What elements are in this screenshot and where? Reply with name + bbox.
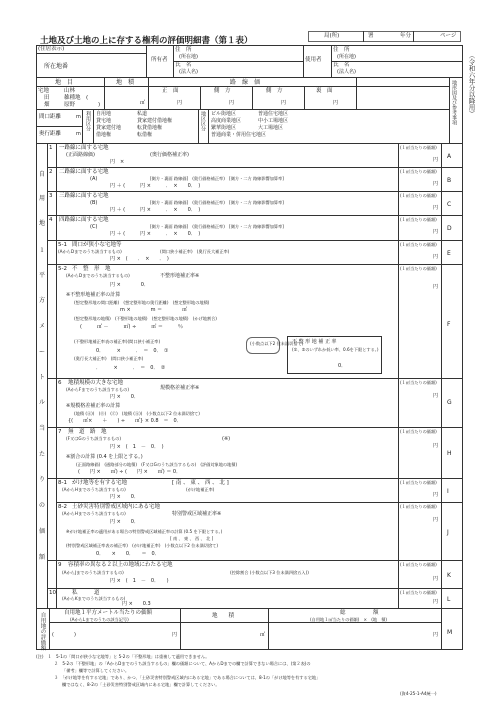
sokuho1-unit: 円: [229, 100, 235, 106]
rosenka-head: 路 線 価: [230, 79, 261, 86]
row51-mid: (間口狭小補正率) (奥行長大補正率): [160, 249, 230, 254]
okuyuki-unit: m: [76, 131, 81, 137]
side-ichi: １: [39, 247, 46, 254]
use-kashitakuchi: 貸宅地: [96, 118, 112, 124]
row51-title: 間口が狭小な宅地等: [72, 242, 122, 248]
okuyuki-label: 奥行距離: [39, 131, 62, 137]
row51-unit: (１㎡当たりの価額): [400, 242, 437, 247]
row82-calc: 円 × 0．: [110, 519, 139, 525]
kind-genya: 原野: [64, 102, 76, 108]
kind-zasshuchi: 雑種地: [64, 95, 81, 101]
row4-unit: (１㎡当たりの価額): [400, 217, 437, 222]
sokuho2-head: 側 方: [266, 88, 283, 94]
side-ka: 価: [39, 528, 46, 535]
row2-letter: B: [447, 177, 452, 184]
row10-calc: 円 × 0.3: [122, 601, 151, 607]
row51-yen: 円: [433, 254, 439, 260]
row9-title: 容積率の異なる２以上の地域にわたる宅地: [68, 562, 173, 568]
row81-letter: I: [447, 488, 449, 495]
row52-c5: (不整形地補正率表の補正率)(間口狭小補正率): [74, 339, 161, 344]
user-label: 使用者: [305, 57, 322, 63]
kind-sanrin: 山林: [64, 88, 76, 94]
row7-title: 無 道 路 地: [68, 429, 107, 435]
row81-yen: 円: [433, 492, 439, 498]
kind-paren-close: ): [98, 102, 101, 108]
row3-yen: 円: [433, 205, 439, 211]
row6-unit: (１㎡当たりの価額): [400, 380, 437, 385]
row52-unit: (１㎡当たりの価額): [400, 266, 437, 271]
row1-yen: 円: [433, 157, 439, 163]
use-label: 利用区分: [85, 111, 91, 131]
row52-no: 5-2: [58, 266, 67, 272]
row3-unit: (１㎡当たりの価額): [400, 193, 437, 198]
row3-letter: C: [447, 201, 452, 208]
row4-mid: [側方・裏面 路線価] (奥行価格補正率) [側方・二方 路線影響加算率]: [150, 224, 284, 229]
row9-unit: (１㎡当たりの価額): [400, 562, 437, 567]
side-ho: 方: [39, 297, 46, 304]
row52-letter: F: [447, 321, 451, 328]
row52-sub: (AからDまでのうち該当するもの): [66, 273, 130, 278]
eval-h1: 自用地１平方メートル当たりの価額: [64, 610, 153, 616]
use-shakuchiken: 借地権: [96, 132, 112, 138]
row7-no: 7: [58, 429, 62, 435]
eval-h3s: (自用地１㎡当たりの価額) × (地 積): [310, 617, 388, 622]
row81-no: 8-1: [58, 480, 67, 486]
row51-sub: (AからDまでのうち該当するもの): [58, 249, 122, 254]
row6-c1: (地積 (Ⓐ)) (Ⓑ) (Ⓒ) (地積 (Ⓐ)) (小数点以下2 位未満切捨て): [74, 411, 200, 416]
row4-yen: 円: [433, 229, 439, 235]
form-title: 土地及び土地の上に存する権利の評価明細書（第１表）: [40, 36, 253, 46]
user-address: 住 所: [333, 47, 350, 53]
owner-label: 所有者: [151, 57, 168, 63]
sokuho2-unit: 円: [281, 100, 287, 106]
side-no: の: [39, 502, 46, 509]
row52-c8: ． × ． ＝ 0． ②: [96, 365, 166, 371]
user-name-sub: (法人名): [337, 69, 356, 75]
row3-mid: [側方・裏面 路線価] (奥行価格補正率) [側方・二方 路線影響加算率]: [150, 200, 284, 205]
row52-title: 不 整 形 地: [72, 266, 111, 272]
side-ichi2: ー: [39, 349, 46, 356]
chiseki-head: 地 積: [116, 79, 135, 86]
office-label: 署: [368, 33, 374, 39]
row52-c3: (想定整形地の地積) (不整形地の地積) (想定整形地の地積) (かげ地割合): [74, 316, 217, 321]
row82-unit: (１㎡当たりの価額): [400, 504, 437, 509]
use-tenshaku: 転借権: [137, 132, 153, 138]
row6-calc: 円 × 0．: [110, 394, 139, 400]
row1-mid: (奥行価格補正率): [150, 152, 189, 158]
row52-c4: ( ㎡ － ㎡) ÷ ㎡ ＝ ％: [80, 324, 183, 330]
row7-letter: H: [447, 450, 452, 457]
row82-calc-title: ※がけ地補正率の適用がある場合の特別警戒区域補正率の計算 (0.5 を下限とする。): [66, 529, 223, 534]
sokuho1-head: 側 方: [214, 88, 231, 94]
eval-sqm: ㎡: [260, 632, 266, 638]
row52-box-val: 0．: [338, 363, 347, 369]
side-ta: た: [39, 451, 46, 458]
eval-yen2: 円: [433, 632, 439, 638]
row3-sub: (B): [90, 200, 98, 206]
row82-yen: 円: [433, 517, 439, 523]
row52-rate: 不整形地補正率※: [160, 273, 200, 279]
row9-calc: 円 × ( 1 － 0． ): [110, 578, 169, 584]
row1-no: 1: [49, 145, 53, 151]
row52-calc-title: ※不整形地補正率の計算: [66, 292, 121, 298]
row52-c1: (想定整形地の間口距離) (想定整形地の奥行距離) (想定整形地の地積): [74, 300, 210, 305]
area-bldg: ビル街地区: [211, 111, 237, 117]
use-shido: 私道: [137, 111, 148, 117]
note-3b: 欄ではなく、8-2の「土砂災害特別警戒区域内にある宅地」欄で計算してください。: [62, 682, 220, 687]
use-jiyochi: 自用地: [96, 111, 112, 117]
row3-title: 三路線に面する宅地: [59, 193, 109, 199]
row81-unit: (１㎡当たりの価額): [400, 480, 437, 485]
row6-sub: (AからFまでのうち該当するもの): [66, 387, 129, 392]
user-name: 氏 名: [333, 62, 350, 68]
row9-yen: 円: [433, 576, 439, 582]
row3-no: 3: [49, 193, 53, 199]
row1-letter: A: [447, 153, 452, 160]
owner-name-sub: (法人名): [179, 69, 198, 75]
row10-sub: (AからKまでのうち該当するもの): [62, 596, 126, 601]
row81-calc: 円 × 0．: [110, 494, 139, 500]
side-hei: 平: [39, 272, 46, 279]
row2-yen: 円: [433, 181, 439, 187]
eval-letter: M: [447, 629, 453, 636]
row52-c2: m × m ＝ ㎡: [120, 307, 188, 313]
row10-yen: 円: [433, 599, 439, 605]
side-ata: 当: [39, 425, 46, 432]
row4-title: 四路線に面する宅地: [59, 217, 109, 223]
side-ji: 自: [39, 171, 46, 178]
row6-letter: G: [447, 399, 452, 406]
side-chi: 地: [39, 220, 46, 227]
kind-ta: 田: [44, 95, 50, 101]
row7-rate: (※): [222, 436, 231, 442]
side-me: メ: [39, 323, 46, 330]
urakomen-unit: 円: [333, 100, 339, 106]
row4-calc: 円 ＋ ( 円 × ． × 0． ): [110, 231, 201, 237]
row82-rate: 特別警戒区域補正率※: [172, 511, 222, 517]
row1-calc: 円 ×: [110, 159, 125, 165]
row51-calc: 円 × ( ． × ． ): [110, 256, 169, 262]
use-kashiya-shakuchi: 貸家建付借地権: [137, 118, 173, 124]
bureau-label: 局(所): [324, 33, 340, 39]
row7-calc-title: ※割合の計算 (0.4 を上限とする。): [66, 454, 143, 460]
kind-paren-open: (: [86, 95, 89, 101]
row81-title: がけ地等を有する宅地: [72, 480, 128, 486]
row10-title: 私 道: [72, 590, 100, 596]
row1-unit: (１㎡当たりの価額): [400, 145, 437, 150]
row10-no: 10: [49, 590, 56, 596]
row9-letter: K: [447, 572, 451, 579]
row10-letter: L: [447, 596, 451, 603]
row82-letter: J: [447, 529, 449, 536]
row52-box-sub: (①、②のいずれか低い率、0.6を下限とする。): [292, 347, 379, 352]
eval-paren: ( ): [52, 632, 76, 638]
urakomen-head: 裏 面: [316, 88, 333, 94]
row7-unit: (１㎡当たりの価額): [400, 429, 437, 434]
row6-c2: {( ㎡× ＋ ) ÷ ㎡} × 0.8 ＝ 0．: [68, 418, 182, 424]
row9-rate: (控除割合 (小数点以下3 位未満四捨五入)): [230, 570, 309, 575]
chimoku-head: 地 目: [55, 79, 74, 86]
side-to: ト: [39, 374, 46, 381]
owner-name: 氏 名: [175, 62, 192, 68]
row52-c6: 0． × ． ＝ 0． ①: [96, 348, 169, 354]
location-label: 所在地番: [44, 63, 69, 70]
address-label: (住居表示): [38, 46, 65, 52]
row52-note1: (小数点以下2 位未満切捨て): [250, 341, 304, 346]
row3-calc: 円 ＋ ( 円 × ． × 0． ): [110, 207, 201, 213]
shomen-head: 正 面: [162, 88, 179, 94]
row52-calc: 円 × 0．: [110, 282, 149, 288]
form-number: (資4-25-1-A4統一): [400, 691, 437, 696]
row82-sub: (AからHまでのうち該当するもの): [62, 511, 126, 516]
row2-title: 二路線に面する宅地: [59, 169, 109, 175]
note-2b: 「備考」欄等で計算してください。: [62, 668, 130, 673]
row82-dir: [ 南 、 東 、 西 、 北 ]: [170, 536, 214, 541]
row6-rate: 規模格差補正率※: [160, 385, 200, 391]
side-ru: ル: [39, 399, 46, 406]
row2-mid: [側方・裏面 路線価] (奥行価格補正率) [側方・二方 路線影響加算率]: [150, 176, 284, 181]
row82-c2: 0． × 0． ＝ 0．: [96, 551, 160, 557]
page-label: ページ: [440, 33, 457, 39]
row81-rate: (がけ地補正率): [186, 487, 215, 492]
maguchi-unit: m: [76, 114, 81, 120]
kind-hata: 畑: [44, 102, 50, 108]
owner-address: 住 所: [175, 47, 192, 53]
use-kashiya: 貸家建付地: [96, 125, 122, 131]
row52-box-title: 不 整 形 地 補 正 率: [292, 339, 337, 345]
row9-sub: (AからJまでのうち該当するもの): [62, 570, 124, 575]
row6-calc-title: ※規模格差補正率の計算: [66, 403, 121, 409]
year-label: 年分: [400, 33, 412, 39]
row7-calc: 円 × ( 1 － 0． ): [110, 444, 164, 450]
row2-unit: (１㎡当たりの価額): [400, 169, 437, 174]
area-koudo: 高度商業地区: [211, 118, 242, 124]
row1-sub: (正面路線価): [66, 152, 95, 158]
row6-yen: 円: [433, 393, 439, 399]
eval-h1s: (AからLまでのうちの該当記号): [70, 617, 129, 622]
area-futsujutaku: 普通住宅地区: [258, 111, 289, 117]
eval-label: 自用地の評価額: [39, 612, 46, 651]
row82-no: 8-2: [58, 504, 67, 510]
area-hanka: 繁華街地区: [211, 125, 237, 131]
row2-calc: 円 ＋ ( 円 × ． × 0． ): [110, 183, 201, 189]
shomen-unit: 円: [177, 100, 183, 106]
maguchi-label: 間口距離: [39, 114, 62, 120]
row51-no: 5-1: [58, 242, 67, 248]
row9-no: 9: [58, 562, 62, 568]
row6-title: 地積規模の大きな宅地: [68, 380, 124, 386]
side-gaku: 額: [39, 554, 46, 561]
row52-yen: 円: [433, 284, 439, 290]
eval-yen1: 円: [172, 632, 178, 638]
row7-c1: (正面路線価) (通路部分の地積) (F又はGのうち該当するもの) (評価対象地の地積): [76, 462, 238, 467]
user-address-sub: (所在地): [337, 54, 356, 60]
row81-sub: (AからHまでのうち該当するもの): [62, 487, 126, 492]
area-futsushogyo: 普通商業・併用住宅地区: [211, 132, 267, 138]
row10-unit: (１㎡当たりの価額): [400, 590, 437, 595]
eval-h2: 地 積: [212, 613, 235, 619]
note-2: ２ 5-2の「不整形地」の「AからDまでのうち該当するもの」欄の価額について、AからDまでの欄で計算できない場合には、(第２表)の: [54, 661, 311, 666]
side-yo: 用: [39, 195, 46, 202]
row6-no: 6: [58, 380, 62, 386]
row7-c2: ( 円 × ㎡) ÷ ( 円 × ㎡) ＝ 0．: [78, 469, 182, 475]
kind-takuchi: 宅地: [38, 88, 50, 94]
row81-dir: [ 南 、 東 、 西 、 北 ]: [172, 480, 229, 486]
row7-yen: 円: [433, 443, 439, 449]
row7-sub: (F又はGのうち該当するもの): [66, 436, 121, 441]
row4-sub: (C): [90, 224, 98, 230]
area-chusho: 中小工場地区: [258, 118, 289, 124]
note-1: (注) １ 5-1の「間口が狭小な宅地等」と 5-2の「不整形地」は重複して適用できません。: [36, 654, 210, 659]
use-tentai: 転貸借地権: [137, 125, 163, 131]
row82-c1: (特別警戒区域補正率表の補正率) (がけ地補正率) (小数点以下2 位未満切捨て): [66, 543, 218, 548]
owner-address-sub: (所在地): [179, 54, 198, 60]
row2-sub: (A): [90, 176, 98, 182]
chiseki-unit: ㎡: [140, 100, 146, 106]
note-3: ３ 「がけ地等を有する宅地」であり、かつ、「土砂災害特別警戒区域内にある宅地」である場合については、8-1の「がけ地等を有する宅地」: [54, 675, 321, 680]
side-ri: り: [39, 476, 46, 483]
area-daikojo: 大工場地区: [258, 125, 284, 131]
row82-title: 土砂災害特別警戒区域内にある宅地: [72, 504, 161, 510]
drawing-label: 地形図及び参考事項: [451, 80, 457, 125]
row4-letter: D: [447, 225, 452, 232]
row4-no: 4: [49, 217, 53, 223]
row51-letter: E: [447, 250, 451, 257]
row52-c7: (奥行長大補正率) (間口狭小補正率): [74, 356, 144, 361]
eval-h3: 総 額: [340, 610, 379, 616]
row1-title: 一路線に面する宅地: [59, 145, 109, 151]
era-side-note: （令和六年分以降用）: [467, 52, 476, 117]
area-label: 地区区分: [200, 111, 206, 131]
row2-no: 2: [49, 169, 53, 175]
